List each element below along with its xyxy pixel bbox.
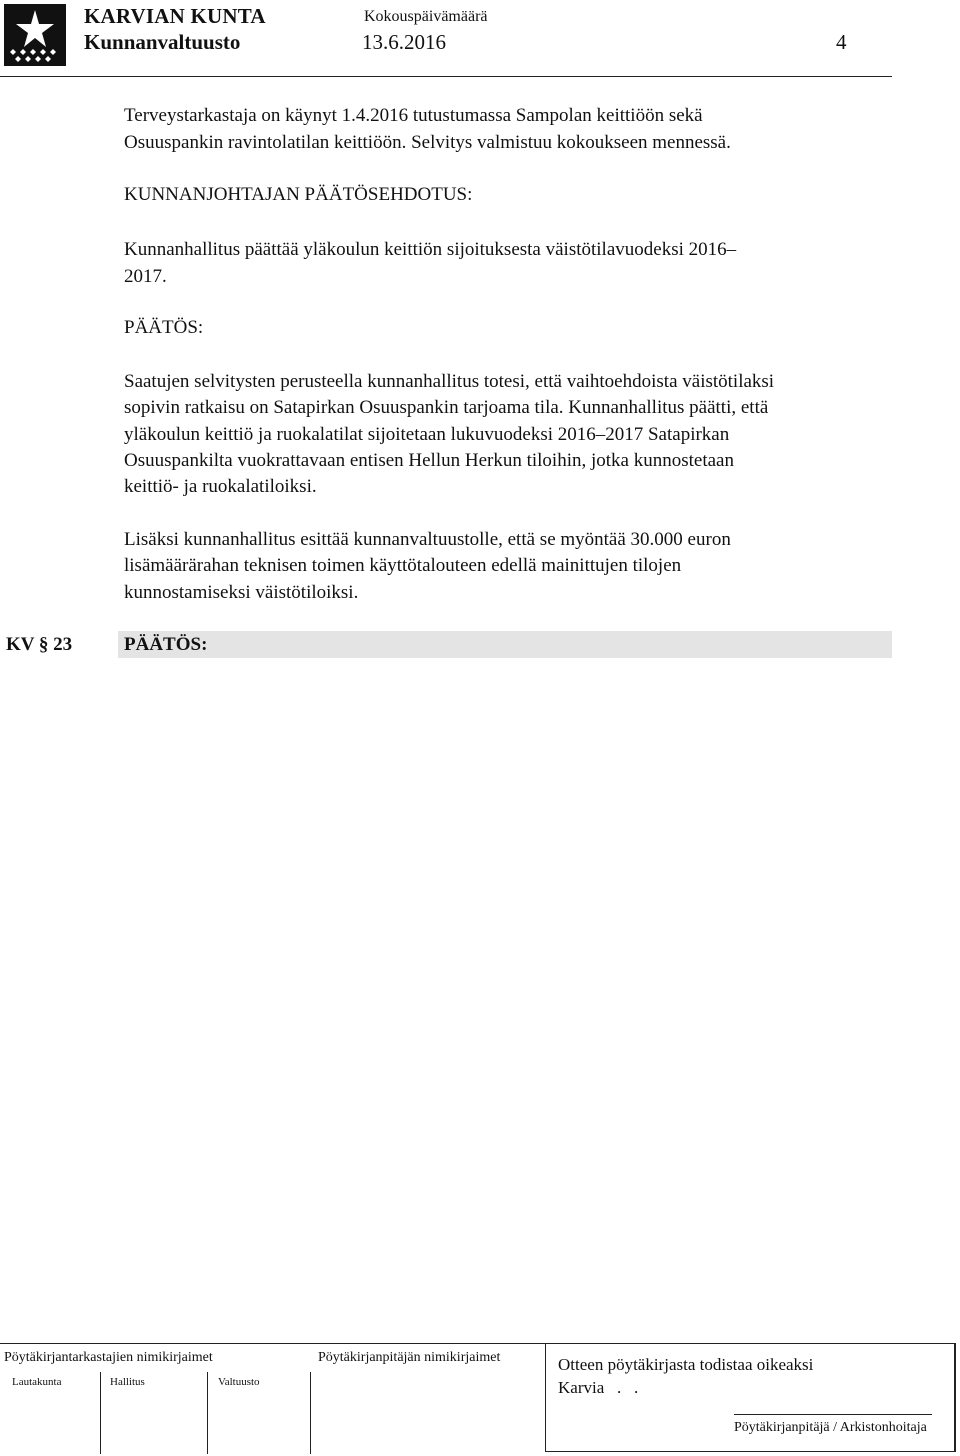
- secretary-initials-label: Pöytäkirjanpitäjän nimikirjaimet: [318, 1350, 501, 1365]
- column-board: Lautakunta: [12, 1376, 62, 1388]
- text-line: Saatujen selvitysten perusteella kunnanhallitus totesi, että vaihtoehdoista väistötilaksi: [124, 371, 775, 392]
- section-title: PÄÄTÖS:: [124, 634, 208, 655]
- text-line: kunnostamiseksi väistötiloiksi.: [124, 582, 359, 603]
- signature-column-divider: [207, 1372, 208, 1454]
- organization-name: KARVIAN KUNTA: [84, 4, 266, 28]
- reviewers-initials-label: Pöytäkirjantarkastajien nimikirjaimet: [4, 1350, 213, 1365]
- section-title-shade: [118, 631, 892, 658]
- text-line: Terveystarkastaja on käynyt 1.4.2016 tutustumassa Sampolan keittiöön sekä: [124, 105, 703, 126]
- meeting-date: 13.6.2016: [362, 30, 446, 54]
- text-line: keittiö- ja ruokalatiloiksi.: [124, 476, 317, 497]
- signer-label: Pöytäkirjanpitäjä / Arkistonhoitaja: [734, 1420, 927, 1435]
- meeting-date-label: Kokouspäivämäärä: [364, 8, 488, 25]
- section-header-bar: [0, 631, 892, 658]
- signature-column-divider: [310, 1372, 311, 1454]
- text-line: Kunnanhallitus päättää yläkoulun keittiön sijoituksesta väistötilavuodeksi 2016–: [124, 239, 737, 260]
- text-line: Osuuspankilta vuokrattavaan entisen Hellun Herkun tiloihin, jotka kunnostetaan: [124, 450, 734, 471]
- text-line: lisämäärärahan teknisen toimen käyttötalouteen edellä mainittujen tilojen: [124, 555, 682, 576]
- text-line: sopivin ratkaisu on Satapirkan Osuuspankin tarjoama tila. Kunnanhallitus päätti, että: [124, 397, 769, 418]
- municipality-crest-icon: [4, 4, 66, 66]
- column-government: Hallitus: [110, 1376, 145, 1388]
- section-reference: KV § 23: [6, 634, 73, 655]
- certificate-place: Karvia . .: [558, 1378, 639, 1397]
- decision-heading: PÄÄTÖS:: [124, 317, 204, 338]
- text-line: yläkoulun keittiö ja ruokalatilat sijoitetaan lukuvuodeksi 2016–2017 Satapirkan: [124, 424, 730, 445]
- header-divider: [0, 76, 892, 77]
- signature-line: [734, 1414, 932, 1415]
- page-number: 4: [836, 30, 847, 54]
- text-line: Lisäksi kunnanhallitus esittää kunnanvaltuustolle, että se myöntää 30.000 euron: [124, 529, 731, 550]
- proposal-heading: KUNNANJOHTAJAN PÄÄTÖSEHDOTUS:: [124, 184, 473, 205]
- text-line: 2017.: [124, 266, 167, 287]
- footer-divider: [0, 1343, 545, 1344]
- column-council: Valtuusto: [218, 1376, 260, 1388]
- certificate-title: Otteen pöytäkirjasta todistaa oikeaksi: [558, 1355, 814, 1374]
- text-line: Osuuspankin ravintolatilan keittiöön. Selvitys valmistuu kokoukseen mennessä.: [124, 132, 731, 153]
- signature-column-divider: [100, 1372, 101, 1454]
- governing-body: Kunnanvaltuusto: [84, 30, 241, 54]
